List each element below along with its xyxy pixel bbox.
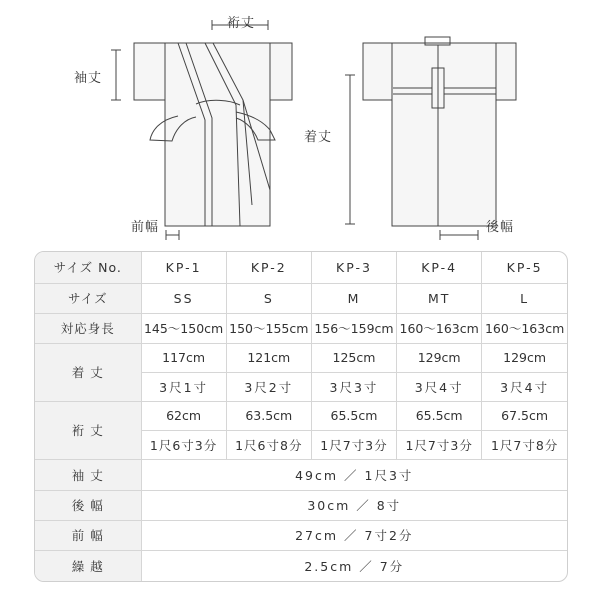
table-cell: 49cm ／ 1尺3寸: [141, 459, 567, 490]
table-cell: 3尺4寸: [482, 372, 567, 401]
table-cell: 129cm: [482, 343, 567, 372]
table-cell: 30cm ／ 8寸: [141, 490, 567, 520]
table-cell: KP-4: [397, 252, 482, 283]
table-cell: 2.5cm ／ 7分: [141, 550, 567, 581]
table-cell: L: [482, 283, 567, 313]
table-cell: 129cm: [397, 343, 482, 372]
table-cell: 3尺3寸: [311, 372, 396, 401]
table-cell: SS: [141, 283, 226, 313]
table-row-height: [35, 313, 567, 343]
table-cell: 3尺1寸: [141, 372, 226, 401]
table-cell: 67.5cm: [482, 401, 567, 430]
table-cell: 160～163cm: [482, 313, 567, 343]
table-cell: 65.5cm: [397, 401, 482, 430]
kimono-illustration: [0, 0, 600, 245]
row-header: 対応身長: [35, 313, 141, 343]
table-cell: KP-5: [482, 252, 567, 283]
row-header: 前 幅: [35, 520, 141, 550]
table-cell: MT: [397, 283, 482, 313]
table-cell: 160～163cm: [397, 313, 482, 343]
table-cell: 65.5cm: [311, 401, 396, 430]
row-header: 袖 丈: [35, 459, 141, 490]
size-table: [34, 251, 568, 582]
table-cell: 62cm: [141, 401, 226, 430]
row-header: 繰 越: [35, 550, 141, 581]
table-cell: 63.5cm: [226, 401, 311, 430]
label-sodetake: 袖丈: [74, 71, 103, 86]
table-cell: 3尺2寸: [226, 372, 311, 401]
label-maehaba: 前幅: [131, 220, 160, 235]
table-row-sodetake: [35, 459, 567, 490]
table-row-size: [35, 283, 567, 313]
table-cell: 1尺7寸8分: [482, 430, 567, 459]
kimono-diagram: [0, 0, 600, 245]
label-kitake: 着丈: [304, 130, 333, 145]
label-yuki: 裄丈: [227, 16, 256, 31]
table-cell: 125cm: [311, 343, 396, 372]
table-cell: 27cm ／ 7寸2分: [141, 520, 567, 550]
table-row-yuki-cm: [35, 401, 567, 430]
front-kimono-outline: [134, 43, 292, 226]
table-row-ushirohaba: [35, 490, 567, 520]
table-cell: 3尺4寸: [397, 372, 482, 401]
table-cell: 1尺6寸3分: [141, 430, 226, 459]
label-ushirohaba: 後幅: [486, 220, 515, 235]
row-header: サイズ No.: [35, 252, 141, 283]
table-cell: 150～155cm: [226, 313, 311, 343]
row-header: 着 丈: [35, 343, 141, 401]
table-cell: KP-2: [226, 252, 311, 283]
table-row-kurikoshi: [35, 550, 567, 581]
table-cell: M: [311, 283, 396, 313]
back-kimono-outline: [363, 37, 516, 226]
table-cell: 117cm: [141, 343, 226, 372]
table-cell: 121cm: [226, 343, 311, 372]
row-header: サイズ: [35, 283, 141, 313]
table-cell: 145～150cm: [141, 313, 226, 343]
table-cell: KP-3: [311, 252, 396, 283]
row-header: 後 幅: [35, 490, 141, 520]
table-cell: S: [226, 283, 311, 313]
table-row-maehaba: [35, 520, 567, 550]
row-header: 裄 丈: [35, 401, 141, 459]
table-cell: 156～159cm: [311, 313, 396, 343]
table-cell: 1尺7寸3分: [311, 430, 396, 459]
table-cell: KP-1: [141, 252, 226, 283]
table-cell: 1尺7寸3分: [397, 430, 482, 459]
table-row-kitake-cm: [35, 343, 567, 372]
table-row-size-no: [35, 252, 567, 283]
table-cell: 1尺6寸8分: [226, 430, 311, 459]
